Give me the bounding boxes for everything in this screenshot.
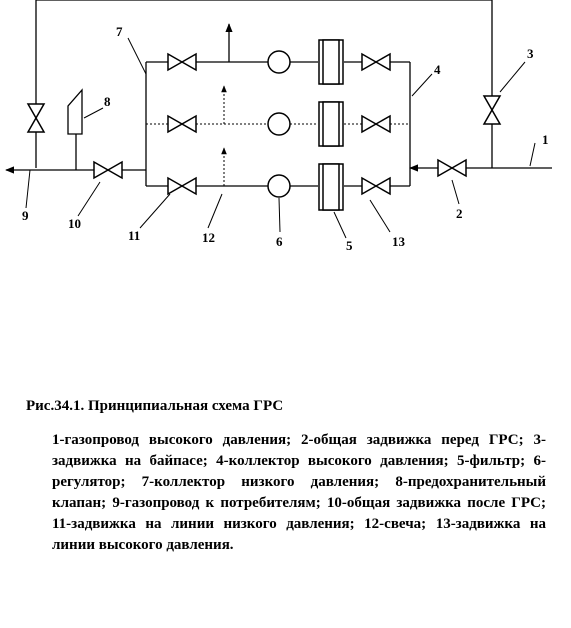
- bypass-left-valve-icon: [28, 104, 44, 132]
- label-2: 2: [456, 206, 463, 221]
- figure-caption-title: Рис.34.1. Принципиальная схема ГРС: [26, 398, 284, 414]
- bypass-line: [36, 0, 492, 168]
- bypass-valve-icon: [484, 96, 500, 124]
- filter-icon: [319, 40, 343, 210]
- safety-valve-icon: [68, 90, 82, 170]
- inlet-valve-icon: [438, 160, 466, 176]
- label-8: 8: [104, 94, 111, 109]
- label-10: 10: [68, 216, 81, 231]
- label-1: 1: [542, 132, 549, 147]
- regulator-icon: [268, 51, 290, 197]
- outlet-valve-icon: [94, 162, 122, 178]
- label-11: 11: [128, 228, 141, 243]
- label-13: 13: [392, 234, 405, 249]
- label-4: 4: [434, 62, 441, 77]
- label-12: 12: [202, 230, 215, 245]
- label-6: 6: [276, 234, 283, 249]
- label-9: 9: [22, 208, 29, 223]
- figure-legend: 1-газопровод высокого давления; 2-общая задвижка перед ГРС; 3-задвижка на байпасе; 4-коллектор высокого давления; 5-фильтр; 6-регулятор; 7-коллектор низкого давления; 8-предохранительный клапан; 9-газопровод к потребителям; 10-общая задвижка после ГРС; 11-задвижка на линии низкого давления; 12-свеча; 13-задвижка на линии высокого давления.: [52, 432, 546, 553]
- label-5: 5: [346, 238, 353, 253]
- label-7: 7: [116, 24, 123, 39]
- label-3: 3: [527, 46, 534, 61]
